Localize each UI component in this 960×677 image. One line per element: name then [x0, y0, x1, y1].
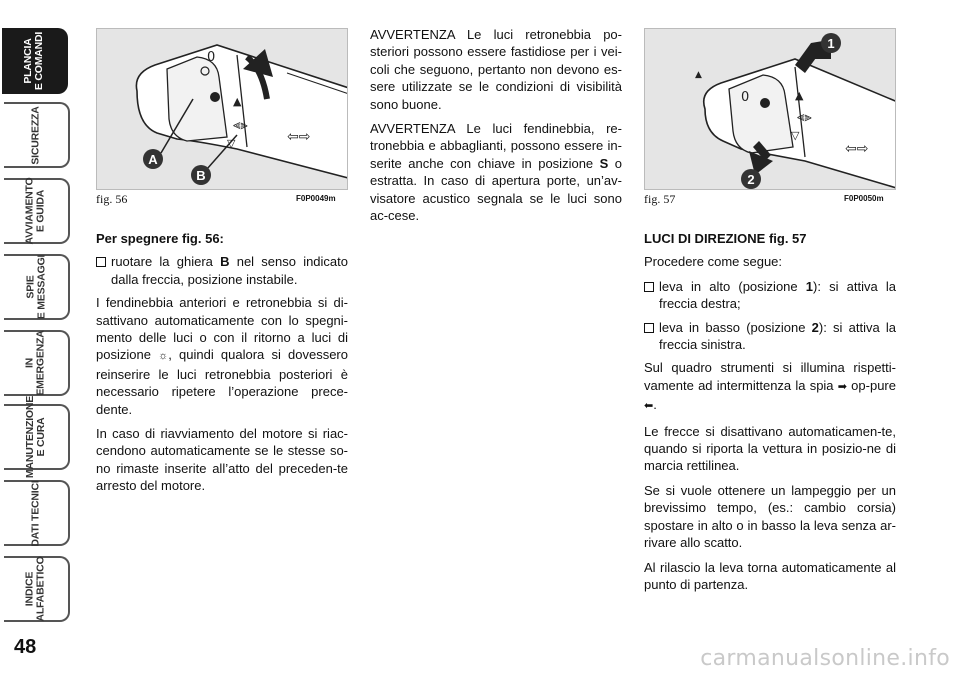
tab-label: AVVIAMENTO E GUIDA: [24, 177, 48, 245]
turn-arrows-icon: ⇦⇨: [845, 141, 869, 157]
paragraph: Al rilascio la leva torna automaticamente al punto di partenza.: [644, 559, 896, 592]
figure-57-caption: fig. 57: [644, 192, 676, 206]
fog-light-icon: ⫷⫸: [233, 118, 248, 133]
tab-label: SICUREZZA: [29, 105, 42, 165]
list-item: leva in basso (posizione 2): si attiva la freccia sinistra.: [644, 319, 896, 354]
position-zero-mark: 0: [741, 90, 750, 105]
paragraph: Sul quadro strumenti si illumina rispetti-vamente ad intermittenza la spia ➡ op-pure ⬅.: [644, 359, 896, 415]
figure-56-code: F0P0049m: [296, 194, 336, 203]
triangle-down-icon: ▽: [791, 129, 800, 142]
column-middle: [370, 26, 622, 231]
tab-label: IN EMERGENZA: [24, 330, 48, 396]
checkbox-bullet-icon: [644, 323, 654, 333]
right-turn-indicator-icon: ➡: [837, 380, 847, 393]
figure-56-caption: fig. 56: [96, 192, 128, 206]
column-right: [644, 230, 896, 600]
stalk-illustration: [97, 29, 348, 190]
tab-spie-e-messaggi[interactable]: [4, 254, 70, 320]
triangle-up-icon: ▲: [233, 95, 242, 108]
tab-avviamento-e-guida[interactable]: [4, 178, 70, 244]
small-triangle-icon: ▲: [695, 70, 702, 80]
tab-label: SPIE E MESSAGGI: [24, 254, 48, 320]
tab-dati-tecnici[interactable]: [4, 480, 70, 546]
position-lights-icon: ☼: [158, 350, 169, 363]
page-number: 48: [14, 636, 37, 658]
turn-arrows-icon: ⇦⇨: [287, 129, 311, 145]
warning-paragraph: AVVERTENZA Le luci retronebbia po-steriori possono essere fastidiose per i vei-coli che seguono, pertanto non devono es-sere utilizzate se le condizioni di visibilità sono buone.: [370, 27, 622, 112]
tab-manutenzione-e-cura[interactable]: [4, 395, 70, 479]
triangle-down-icon: ▽: [227, 137, 236, 150]
tab-label: MANUTENZIONE E CURA: [24, 395, 47, 479]
section-heading: Per spegnere fig. 56:: [96, 231, 224, 246]
chapter-tabs: [0, 0, 80, 640]
tab-label: DATI TECNICI: [29, 479, 42, 547]
tab-label: INDICE ALFABETICO: [24, 556, 47, 622]
callout-a: A: [148, 152, 158, 167]
section-heading: LUCI DI DIREZIONE fig. 57: [644, 231, 807, 246]
callout-1: 1: [827, 36, 835, 51]
paragraph: Procedere come segue:: [644, 254, 783, 270]
tab-sicurezza[interactable]: [4, 102, 70, 168]
callout-b: B: [196, 168, 206, 183]
paragraph: Se si vuole ottenere un lampeggio per un brevissimo tempo, (es.: cambio corsia) spostare in alto o in basso la leva senza ar-rivare allo scatto.: [644, 482, 896, 551]
figure-56: [96, 28, 348, 190]
tab-plancia-e-comandi[interactable]: [2, 28, 68, 94]
callout-2: 2: [747, 172, 755, 187]
figure-57-code: F0P0050m: [844, 194, 884, 203]
tab-in-emergenza[interactable]: [4, 330, 70, 396]
checkbox-bullet-icon: [644, 282, 654, 292]
stalk-illustration: [645, 29, 896, 190]
paragraph: Le frecce si disattivano automaticamen-te, quando si riporta la vettura in posizio-ne di marcia rettilinea.: [644, 423, 896, 474]
tab-label: PLANCIA E COMANDI: [21, 31, 45, 91]
triangle-up-icon: ▲: [795, 89, 804, 102]
left-turn-indicator-icon: ⬅: [644, 400, 654, 413]
paragraph: I fendinebbia anteriori e retronebbia si di-sattivano automaticamente con lo spegni-mento delle luci o con il ritorno a luci di posizione ☼, quindi qualora si dovessero reinserire le luci retronebbia posteriori è necessario ripetere l’operazione prece-dente.: [96, 295, 348, 417]
fog-light-icon: ⫷⫸: [797, 110, 812, 125]
paragraph: In caso di riavviamento del motore si riac-cendono automaticamente se le stesse so-no rimaste inserite all’atto del preceden-te arresto del motore.: [96, 426, 348, 494]
warning-paragraph: AVVERTENZA Le luci fendinebbia, re-tronebbia e abbaglianti, possono essere in-serite anche con chiave in posizione S o estratta. In caso di apertura porte, un’av-visatore acustico segnala se le luci sono ac-cese.: [370, 121, 622, 224]
position-zero-mark: 0: [207, 50, 216, 65]
checkbox-bullet-icon: [96, 257, 106, 267]
watermark: carmanualsonline.info: [700, 646, 950, 671]
list-item: ruotare la ghiera B nel senso indicato dalla freccia, posizione instabile.: [96, 253, 348, 288]
column-left: [96, 230, 348, 502]
tab-indice-alfabetico[interactable]: [4, 556, 70, 622]
figure-57: [644, 28, 896, 190]
list-item: leva in alto (posizione 1): si attiva la freccia destra;: [644, 278, 896, 313]
